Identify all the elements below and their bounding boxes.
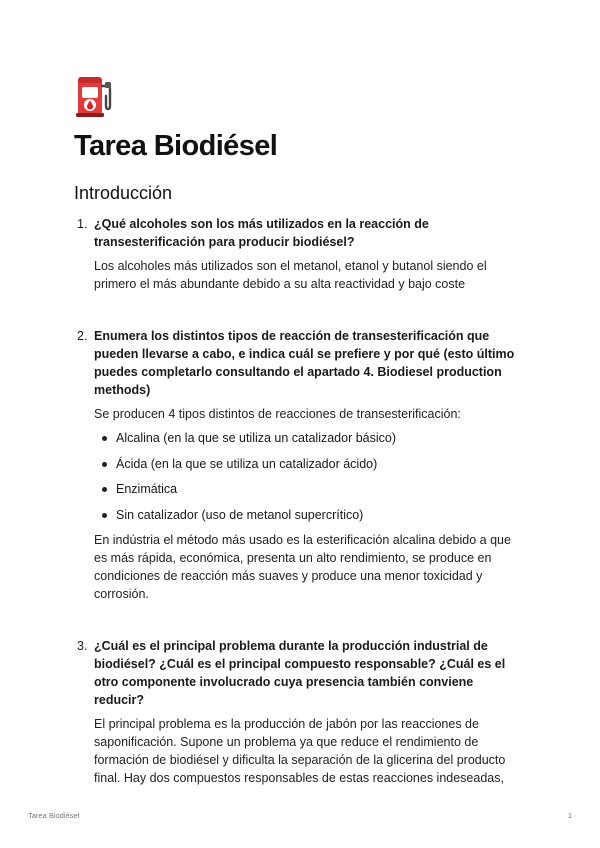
footer-title: Tarea Biodiésel xyxy=(28,811,80,820)
answer-text: Los alcoholes más utilizados son el metanol, etanol y butanol siendo el primero el más abundante debido a su alta reactividad y bajo coste xyxy=(94,259,487,291)
list-item xyxy=(94,455,526,473)
question-item xyxy=(74,637,526,787)
bullet-icon xyxy=(102,436,107,441)
bullet-icon xyxy=(102,462,107,467)
list-item-label: Alcalina (en la que se utiliza un catalizador básico) xyxy=(116,431,397,445)
list-item-label: Enzimática xyxy=(116,482,178,496)
list-item xyxy=(94,506,526,524)
question-text: Enumera los distintos tipos de reacción de transesterificación que pueden llevarse a cabo, e indica cuál se prefiere y por qué (esto último puedes completarlo consultando el apartado 4. Biodiesel production methods) xyxy=(94,329,515,397)
bullet-icon xyxy=(102,513,107,518)
answer-outro: En indústria el método más usado es la esterificación alcalina debido a que es más rápida, económica, presenta un alto rendimiento, se produce en condiciones de reacción más suaves y produce una menor toxicidad y corrosión. xyxy=(94,533,511,601)
answer-text: El principal problema es la producción de jabón por las reacciones de saponificación. Supone un problema ya que reduce el rendimiento de formación de biodiésel y dificulta la separación de la glicerina del producto final. Hay dos compuestos responsables de estas reacciones indeseadas, xyxy=(94,717,506,785)
list-item-label: Ácida (en la que se utiliza un catalizador ácido) xyxy=(116,456,378,471)
list-item-label: Sin catalizador (uso de metanol supercrítico) xyxy=(116,507,364,522)
question-item xyxy=(74,327,526,603)
section-heading: Introducción xyxy=(74,183,173,203)
question-text: ¿Cuál es el principal problema durante la producción industrial de biodiésel? ¿Cuál es el principal compuesto responsable? ¿Cuál es el otro componente involucrado cuya presencia también conviene reducir? xyxy=(94,639,506,707)
fuel-pump-icon xyxy=(74,74,114,118)
document-page xyxy=(74,74,526,787)
question-text: ¿Qué alcoholes son los más utilizados en la reacción de transesterificación para producir biodiésel? xyxy=(94,217,429,249)
answer-intro: Se producen 4 tipos distintos de reacciones de transesterificación: xyxy=(94,407,461,421)
question-number: 3. xyxy=(77,639,88,653)
list-item xyxy=(94,480,526,498)
page-title: Tarea Biodiésel xyxy=(74,130,278,162)
page-number: 1 xyxy=(567,811,572,820)
question-item xyxy=(74,215,526,293)
question-number: 1. xyxy=(77,217,88,231)
answer-bullet-list xyxy=(94,429,526,524)
question-number: 2. xyxy=(77,329,88,343)
list-item xyxy=(94,429,526,447)
bullet-icon xyxy=(102,487,107,492)
